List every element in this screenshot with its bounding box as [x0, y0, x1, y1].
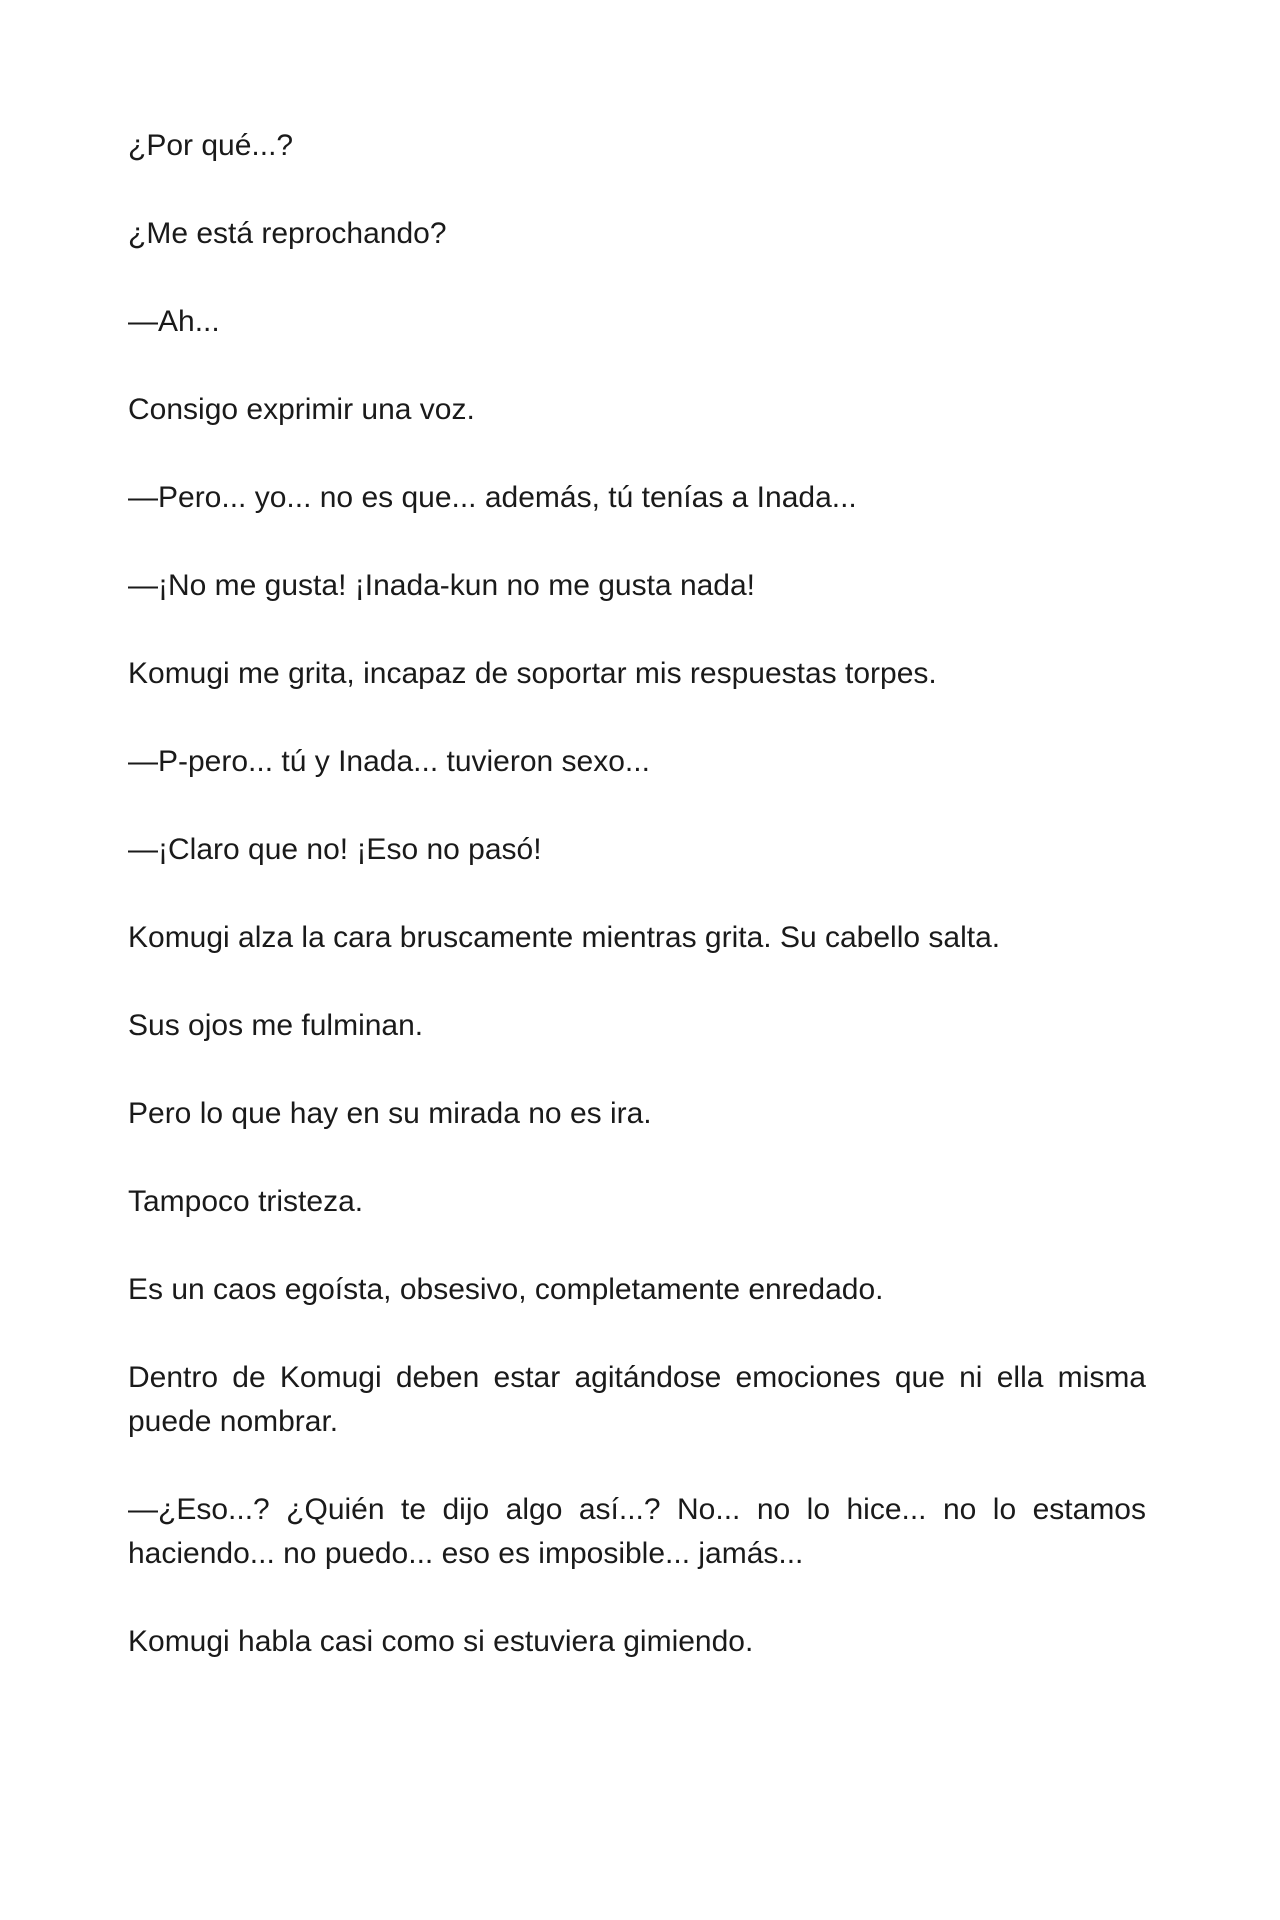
- paragraph: Tampoco tristeza.: [128, 1185, 364, 1218]
- paragraph: Komugi me grita, incapaz de soportar mis respuestas torpes.: [128, 657, 937, 690]
- paragraph: —P-pero... tú y Inada... tuvieron sexo...: [128, 745, 650, 778]
- paragraph: —Ah...: [128, 305, 220, 338]
- paragraph: ¿Por qué...?: [128, 129, 294, 162]
- document-page: [128, 124, 1146, 1708]
- paragraph: —¡Claro que no! ¡Eso no pasó!: [128, 833, 542, 866]
- paragraph: Dentro de Komugi deben estar agitándose emociones que ni ella misma puede nombrar.: [128, 1361, 1146, 1438]
- paragraph: Sus ojos me fulminan.: [128, 1009, 424, 1042]
- paragraph: Es un caos egoísta, obsesivo, completamente enredado.: [128, 1273, 884, 1306]
- paragraph: ¿Me está reprochando?: [128, 217, 447, 250]
- paragraph: Komugi habla casi como si estuviera gimiendo.: [128, 1625, 754, 1658]
- paragraph: Komugi alza la cara bruscamente mientras grita. Su cabello salta.: [128, 921, 1001, 954]
- paragraph: Consigo exprimir una voz.: [128, 393, 475, 426]
- paragraph: Pero lo que hay en su mirada no es ira.: [128, 1097, 652, 1130]
- paragraph: —Pero... yo... no es que... además, tú tenías a Inada...: [128, 481, 857, 514]
- paragraph: —¿Eso...? ¿Quién te dijo algo así...? No... no lo hice... no lo estamos haciendo... no puedo... eso es imposible... jamás...: [128, 1493, 1146, 1570]
- paragraph: —¡No me gusta! ¡Inada-kun no me gusta nada!: [128, 569, 756, 602]
